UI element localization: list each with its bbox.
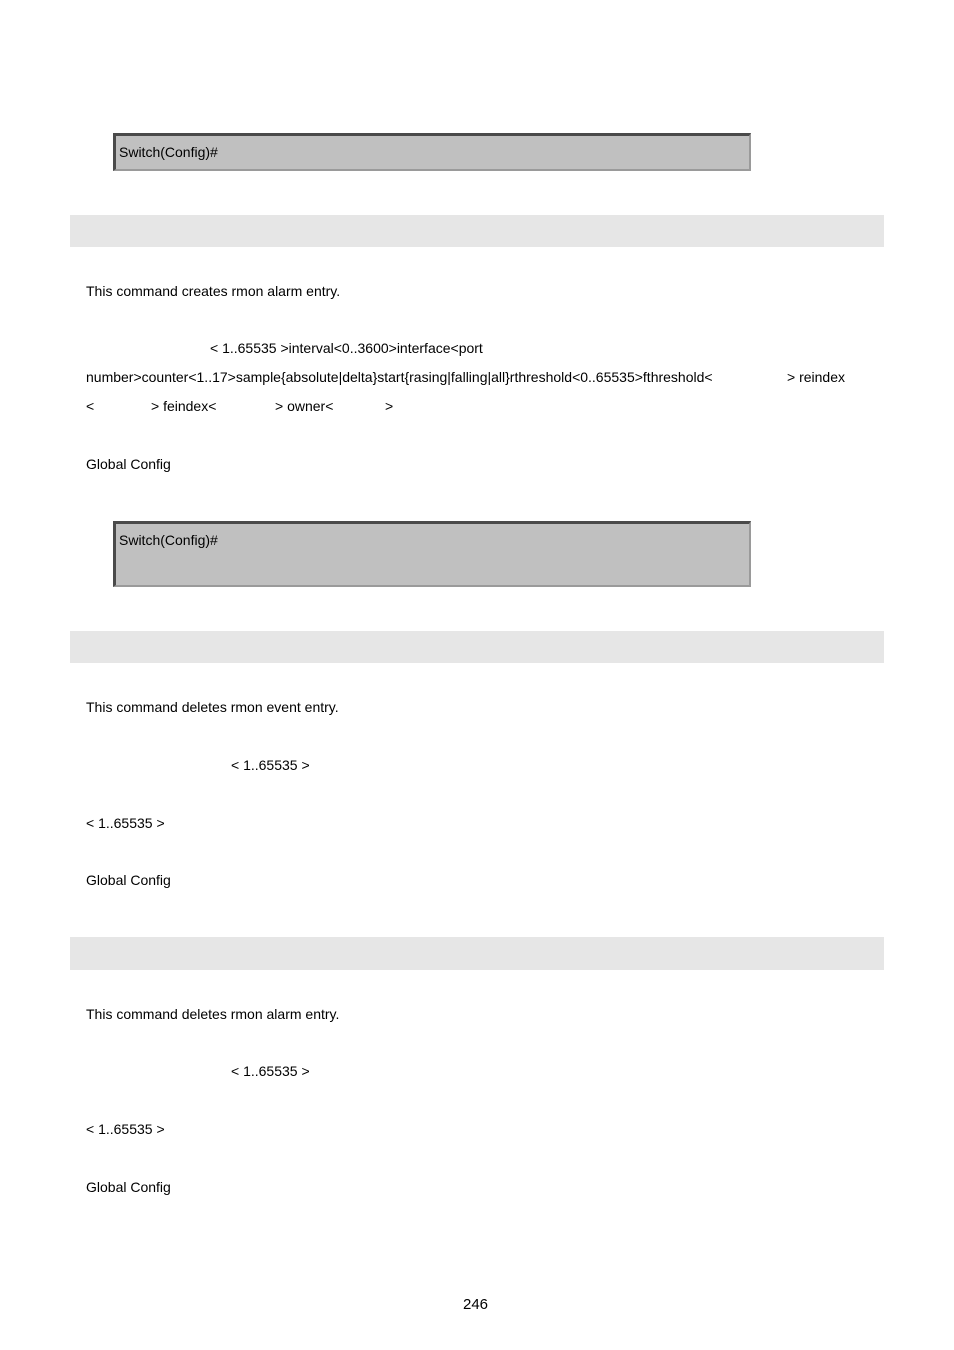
syntax-text: < 1..65535 > — [231, 757, 310, 773]
command-description: This command deletes rmon event entry. — [86, 699, 339, 715]
command-mode: Global Config — [86, 872, 171, 888]
command-mode: Global Config — [86, 456, 171, 472]
section-heading-band — [70, 937, 884, 970]
syntax-text: > owner< — [275, 398, 334, 414]
syntax-text: > feindex< — [151, 398, 217, 414]
code-example-box — [113, 521, 751, 587]
command-description: This command deletes rmon alarm entry. — [86, 1006, 340, 1022]
syntax-text: < 1..65535 >interval<0..3600>interface<port — [210, 340, 483, 356]
syntax-text: > reindex — [787, 369, 845, 385]
code-example-box — [113, 133, 751, 171]
section-heading-band — [70, 215, 884, 247]
syntax-text: < 1..65535 > — [231, 1063, 310, 1079]
code-prompt: Switch(Config)# — [119, 532, 218, 548]
code-prompt: Switch(Config)# — [119, 144, 218, 160]
syntax-text: < — [86, 398, 95, 414]
parameter-text: < 1..65535 > — [86, 1121, 165, 1137]
parameter-text: < 1..65535 > — [86, 815, 165, 831]
syntax-text: number>counter<1..17>sample{absolute|delta}start{rasing|falling|all}rthreshold<0..65535>fthreshold< — [86, 369, 713, 385]
syntax-text: > — [385, 398, 394, 414]
command-description: This command creates rmon alarm entry. — [86, 283, 341, 299]
page-number: 246 — [463, 1296, 489, 1313]
command-mode: Global Config — [86, 1179, 171, 1195]
section-heading-band — [70, 631, 884, 663]
